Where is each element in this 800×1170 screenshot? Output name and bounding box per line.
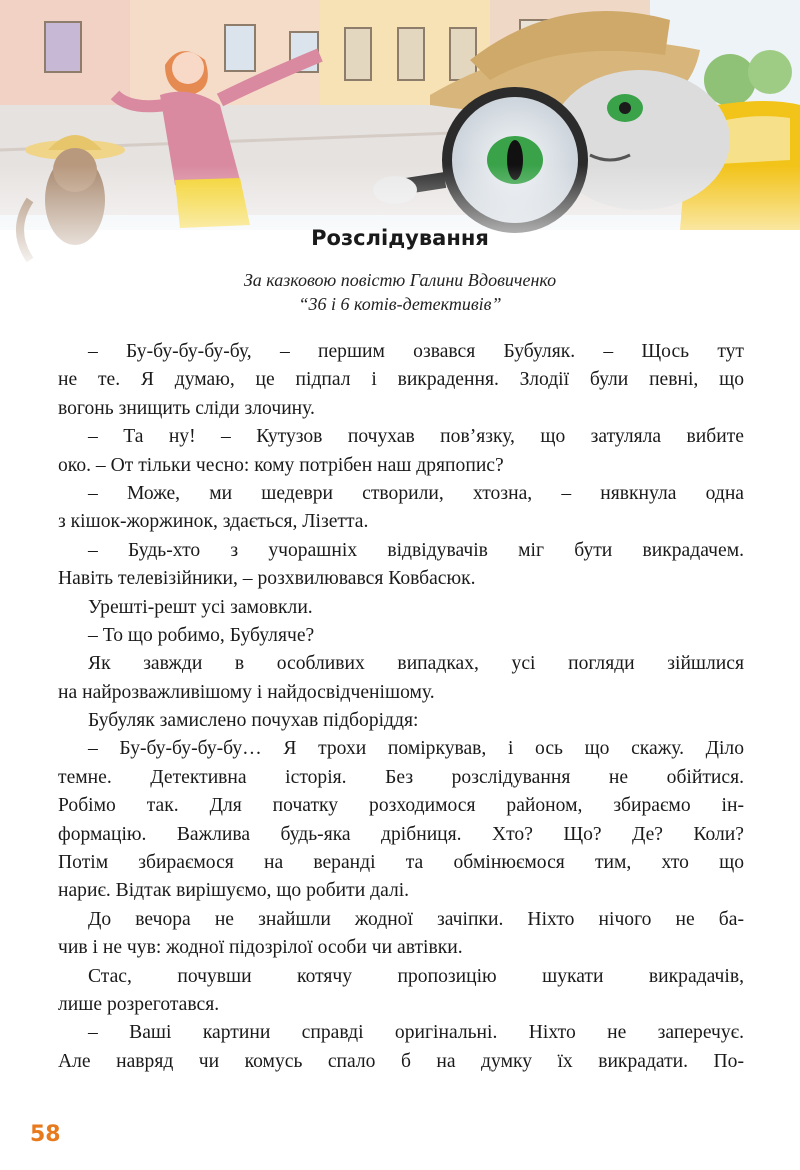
- text-line: з кішок-жоржинок, здається, Лізетта.: [58, 511, 369, 533]
- text-line: Стас, почувши котячу пропозицію шукати викрадачів,: [88, 965, 744, 987]
- text-line: – Будь-хто з учорашніх відвідувачів міг бути викрадачем.: [88, 539, 744, 561]
- text-line: – Ваші картини справді оригінальні. Ніхто не заперечує.: [88, 1022, 744, 1044]
- text-line: на найрозважливішому і найдосвідченішому.: [58, 681, 435, 703]
- story-subtitle: [0, 268, 800, 316]
- page-number: 58: [30, 1122, 61, 1147]
- text-line: – Та ну! – Кутузов почухав пов’язку, що затуляла вибите: [88, 426, 744, 448]
- text-line: – Може, ми шедеври створили, хтозна, – нявкнула одна: [88, 482, 744, 504]
- text-line: До вечора не знайшли жодної зачіпки. Ніхто нічого не ба-: [88, 908, 744, 930]
- text-line: нариє. Відтак вирішуємо, що робити далі.: [58, 880, 410, 902]
- text-line: Потім збираємося на веранді та обмінюємося тим, хто що: [58, 852, 744, 874]
- text-line: – Бу-бу-бу-бу-бу… Я трохи поміркував, і ось що скажу. Діло: [88, 738, 744, 760]
- text-line: Навіть телевізійники, – розхвилювався Ковбасюк.: [58, 568, 476, 590]
- text-line: лише розреготався.: [58, 993, 220, 1015]
- text-line: не те. Я думаю, це підпал і викрадення. Злодії були певні, що: [58, 369, 744, 391]
- story-title: Розслідування: [311, 226, 489, 250]
- text-line: Але навряд чи комусь спало б на думку їх викрадати. По-: [58, 1050, 744, 1072]
- subtitle-line: “36 і 6 котів-детективів”: [298, 294, 502, 314]
- text-line: Робімо так. Для початку розходимося районом, збираємо ін-: [58, 795, 744, 817]
- text-line: формацію. Важлива будь-яка дрібниця. Хто? Що? Де? Коли?: [58, 823, 744, 845]
- text-line: Урешті-решт усі замовкли.: [88, 596, 313, 618]
- story-body: [58, 338, 744, 1076]
- text-line: – Бу-бу-бу-бу-бу, – першим озвався Бубуляк. – Щось тут: [88, 341, 744, 362]
- text-line: Бубуляк замислено почухав підборіддя:: [88, 710, 419, 732]
- text-line: Як завжди в особливих випадках, усі погляди зійшлися: [88, 653, 744, 675]
- subtitle-line: За казковою повістю Галини Вдовиченко: [243, 270, 557, 290]
- text-line: вогонь знищить сліди злочину.: [58, 397, 315, 419]
- text-line: око. – От тільки чесно: кому потрібен наш дряпопис?: [58, 454, 504, 476]
- text-line: – То що робимо, Бубуляче?: [88, 624, 315, 646]
- text-line: чив і не чув: жодної підозрілої особи чи автівки.: [58, 937, 463, 959]
- text-line: темне. Детективна історія. Без розслідування не обійтися.: [58, 766, 744, 788]
